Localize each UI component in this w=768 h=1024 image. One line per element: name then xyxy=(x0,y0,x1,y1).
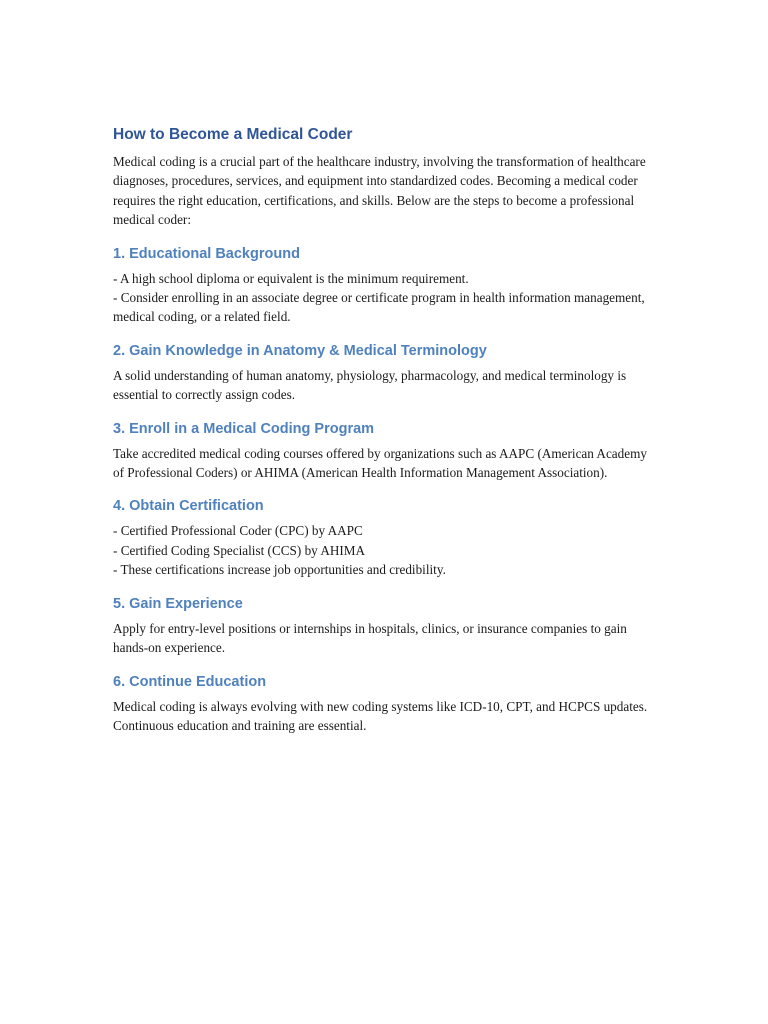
section-line: A solid understanding of human anatomy, physiology, pharmacology, and medical terminology is essential to correctly assign codes. xyxy=(113,367,627,403)
section-heading-education: 1. Educational Background xyxy=(113,245,300,262)
section-line: - A high school diploma or equivalent is the minimum requirement. xyxy=(113,270,469,286)
intro-paragraph: Medical coding is a crucial part of the healthcare industry, involving the transformation of healthcare diagnoses, procedures, services, and equipment into standardized codes. Becoming a medical coder requires the right education, certifications, and skills. Below are the steps to become a professional medical coder: xyxy=(113,154,646,228)
section-heading-anatomy: 2. Gain Knowledge in Anatomy & Medical Terminology xyxy=(113,342,487,359)
section-line: Medical coding is always evolving with new coding systems like ICD-10, CPT, and HCPCS updates. Continuous education and training are essential. xyxy=(113,698,648,733)
document-title: How to Become a Medical Coder xyxy=(113,126,353,143)
section-line: - Certified Coding Specialist (CCS) by AHIMA xyxy=(113,542,366,558)
section-line: - Consider enrolling in an associate degree or certificate program in health information management, medical coding, or a related field. xyxy=(113,290,645,325)
section-heading-program: 3. Enroll in a Medical Coding Program xyxy=(113,420,375,437)
document-body xyxy=(113,124,661,735)
section-line: - These certifications increase job opportunities and credibility. xyxy=(113,562,446,578)
section-line: - Certified Professional Coder (CPC) by AAPC xyxy=(113,523,363,539)
section-line: Apply for entry-level positions or internships in hospitals, clinics, or insurance companies to gain hands-on experience. xyxy=(113,620,627,656)
section-line: Take accredited medical coding courses offered by organizations such as AAPC (American Academy of Professional Coders) or AHIMA (American Health Information Management Association). xyxy=(113,445,647,481)
section-heading-certification: 4. Obtain Certification xyxy=(113,498,264,515)
section-heading-experience: 5. Gain Experience xyxy=(113,595,243,612)
section-heading-continue-education: 6. Continue Education xyxy=(113,673,267,690)
